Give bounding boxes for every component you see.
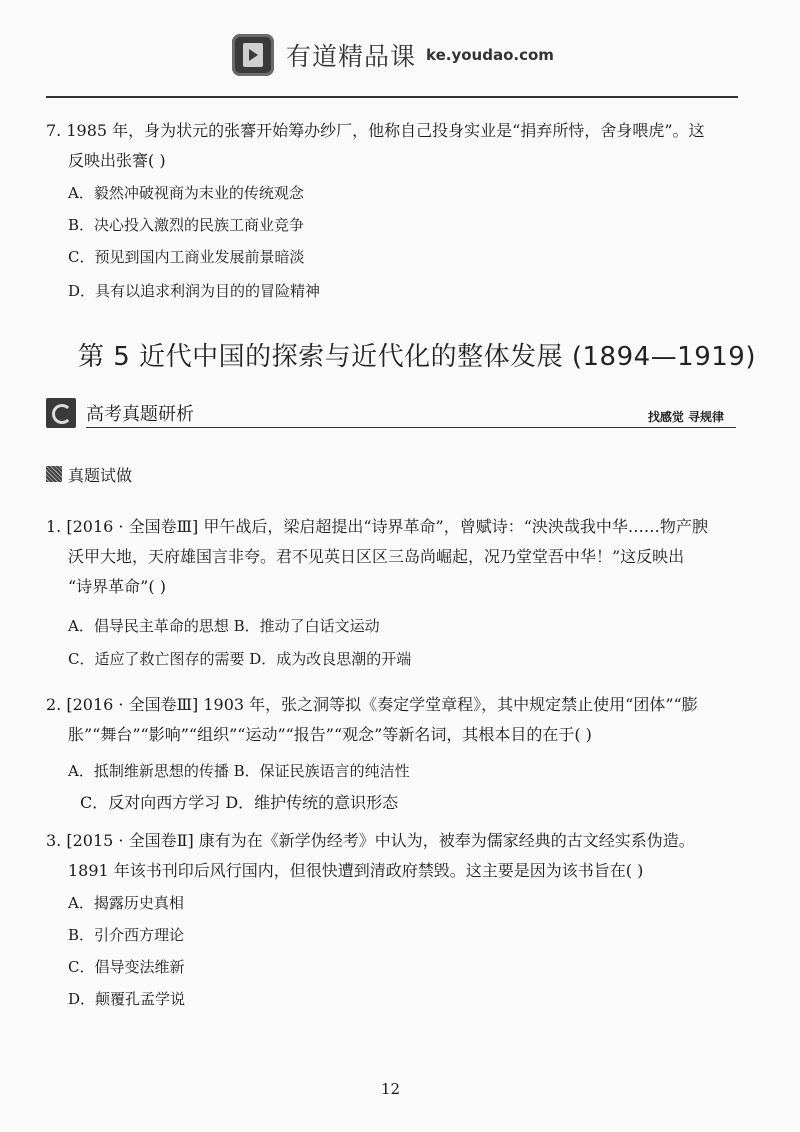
section-title: 第 5 近代中国的探索与近代化的整体发展 (1894—1919) [78, 342, 756, 372]
banner-right-label: 找感觉 寻规律 [647, 410, 724, 424]
question-3-option-c: C．倡导变法维新 [68, 958, 185, 976]
brand-name: 有道精品课 [286, 42, 417, 71]
question-2-line-1: 2. [2016 · 全国卷Ⅲ] 1903 年，张之洞等拟《奏定学堂章程》，其中规定禁止使用“团体”“膨 [46, 695, 698, 714]
target-icon [46, 398, 76, 428]
section-banner [46, 398, 738, 428]
banner-underline [86, 427, 736, 428]
question-2-options-cd: C．反对向西方学习 D．维护传统的意识形态 [80, 793, 399, 812]
header-divider [46, 96, 738, 98]
page-number: 12 [381, 1080, 401, 1098]
subsection-label: 真题试做 [68, 465, 133, 485]
question-3-line-1: 3. [2015 · 全国卷Ⅱ] 康有为在《新学伪经考》中认为，被奉为儒家经典的古文经实系伪造。 [46, 831, 695, 850]
question-1-line-1: 1. [2016 · 全国卷Ⅲ] 甲午战后，梁启超提出“诗界革命”，曾赋诗：“泱泱哉我中华……物产腴 [46, 517, 708, 536]
banner-label: 高考真题研析 [86, 404, 194, 425]
question-7-option-b: B．决心投入激烈的民族工商业竞争 [68, 216, 305, 234]
question-7-option-d: D．具有以追求利润为目的的冒险精神 [68, 282, 321, 300]
question-1-options-cd: C．适应了救亡图存的需要 D．成为改良思潮的开端 [68, 650, 412, 668]
youdao-logo-icon [232, 34, 274, 76]
question-7-option-c: C．预见到国内工商业发展前景暗淡 [68, 248, 305, 266]
question-2-options-ab: A．抵制维新思想的传播 B．保证民族语言的纯洁性 [68, 762, 410, 780]
question-7-line-2: 反映出张謇( ) [68, 151, 166, 170]
question-1-options-ab: A．倡导民主革命的思想 B．推动了白话文运动 [68, 617, 380, 635]
subsection-icon [46, 466, 62, 482]
question-7-line-1: 7. 1985 年，身为状元的张謇开始筹办纱厂，他称自己投身实业是“捐弃所恃，舍身喂虎”。这 [46, 121, 705, 140]
question-7-option-a: A．毅然冲破视商为末业的传统观念 [68, 184, 304, 202]
question-3-line-2: 1891 年该书刊印后风行国内，但很快遭到清政府禁毁。这主要是因为该书旨在( ) [68, 861, 644, 880]
question-1-line-3: “诗界革命”( ) [68, 577, 166, 596]
question-3-option-d: D．颠覆孔孟学说 [68, 990, 186, 1008]
header [232, 30, 554, 80]
question-1-line-2: 沃甲大地，天府雄国言非夸。君不见英日区区三岛尚崛起，况乃堂堂吾中华！”这反映出 [68, 547, 685, 566]
brand-url: ke.youdao.com [426, 46, 554, 64]
subsection-heading [46, 462, 132, 486]
question-3-option-a: A．揭露历史真相 [68, 894, 184, 912]
question-2-line-2: 胀”“舞台”“影响”“组织”“运动”“报告”“观念”等新名词，其根本目的在于( ) [68, 725, 592, 744]
question-3-option-b: B．引介西方理论 [68, 926, 185, 944]
